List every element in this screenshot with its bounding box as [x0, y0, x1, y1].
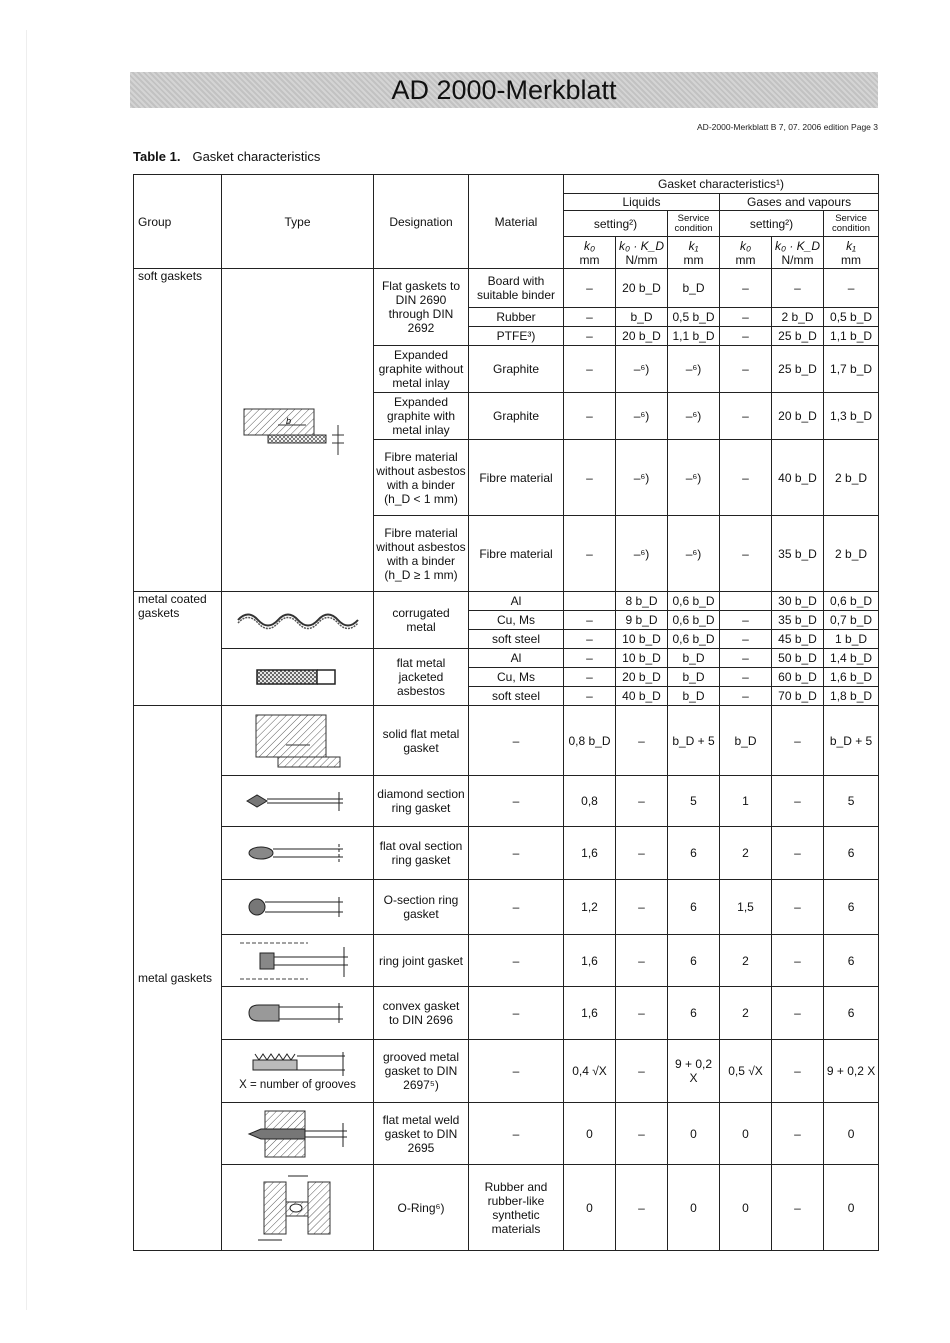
value-cell — [564, 592, 616, 611]
table-row — [134, 649, 879, 668]
value-cell: – — [720, 668, 772, 687]
material-cell: Rubber — [469, 308, 564, 327]
designation-cell: ring joint gasket — [374, 935, 469, 987]
value-cell: 2 b_D — [824, 516, 879, 592]
value-cell: – — [616, 827, 668, 880]
value-cell: – — [564, 440, 616, 516]
designation-cell: grooved metal gasket to DIN 2697⁵) — [374, 1040, 469, 1103]
value-cell: 1,6 — [564, 935, 616, 987]
header-material: Material — [469, 175, 564, 269]
type-figure-flat — [222, 269, 374, 592]
header-liquid-service: Service condition — [668, 211, 720, 237]
grooved-metal-gasket-icon — [243, 1050, 353, 1078]
value-cell: 25 b_D — [772, 346, 824, 393]
value-cell: 0 — [824, 1165, 879, 1251]
material-cell: Cu, Ms — [469, 611, 564, 630]
table-row — [134, 987, 879, 1040]
header-liquids: Liquids — [564, 194, 720, 211]
value-cell: b_D — [720, 706, 772, 776]
corrugated-gasket-icon — [233, 609, 363, 631]
material-cell: – — [469, 987, 564, 1040]
value-cell: 6 — [668, 880, 720, 935]
unit-cell — [772, 237, 824, 269]
designation-cell: Fibre material without asbestos with a binder (h_D ≥ 1 mm) — [374, 516, 469, 592]
header-group: Group — [134, 175, 222, 269]
designation-cell: Expanded graphite without metal inlay — [374, 346, 469, 393]
symbol-k0kd: k₀ · K_D — [618, 238, 665, 253]
gasket-table — [133, 174, 879, 1251]
designation-cell: flat metal jacketed asbestos — [374, 649, 469, 706]
table-row — [134, 269, 879, 308]
type-figure-convex — [222, 987, 374, 1040]
value-cell: 20 b_D — [772, 393, 824, 440]
o-section-ring-gasket-icon — [243, 895, 353, 919]
designation-cell: Flat gaskets to DIN 2690 through DIN 2692 — [374, 269, 469, 346]
unit-mm: mm — [579, 252, 600, 267]
value-cell: – — [564, 611, 616, 630]
solid-flat-gasket-icon — [248, 711, 348, 771]
value-cell — [720, 592, 772, 611]
value-cell: 0,7 b_D — [824, 611, 879, 630]
header-gas-setting: setting²) — [720, 211, 824, 237]
type-figure-jacketed — [222, 649, 374, 706]
value-cell: 40 b_D — [772, 440, 824, 516]
unit-mm: mm — [841, 252, 862, 267]
header-liquid-setting: setting²) — [564, 211, 668, 237]
table-row — [134, 706, 879, 776]
value-cell: –⁶) — [616, 393, 668, 440]
table-caption — [133, 149, 320, 164]
value-cell: – — [564, 327, 616, 346]
caption-text: Gasket characteristics — [192, 149, 321, 164]
table-row — [134, 880, 879, 935]
value-cell: – — [772, 935, 824, 987]
value-cell: – — [720, 630, 772, 649]
material-cell: – — [469, 1103, 564, 1165]
value-cell: 2 — [720, 935, 772, 987]
value-cell: 10 b_D — [616, 649, 668, 668]
symbol-k0: k₀ — [739, 238, 752, 253]
value-cell: b_D + 5 — [668, 706, 720, 776]
value-cell: – — [720, 516, 772, 592]
header-gases: Gases and vapours — [720, 194, 879, 211]
symbol-k1: k₁ — [688, 238, 699, 253]
material-cell: Graphite — [469, 393, 564, 440]
value-cell: 40 b_D — [616, 687, 668, 706]
value-cell: –⁶) — [668, 440, 720, 516]
value-cell: b_D — [668, 269, 720, 308]
value-cell: 6 — [824, 827, 879, 880]
value-cell: 1,6 — [564, 827, 616, 880]
jacketed-gasket-icon — [253, 667, 343, 687]
symbol-k1: k₁ — [846, 238, 856, 253]
value-cell: 70 b_D — [772, 687, 824, 706]
unit-mm: mm — [683, 252, 704, 267]
value-cell: – — [564, 630, 616, 649]
convex-gasket-icon — [243, 1001, 353, 1025]
value-cell: 60 b_D — [772, 668, 824, 687]
svg-text:b: b — [285, 416, 291, 426]
value-cell: 0,8 b_D — [564, 706, 616, 776]
designation-cell: flat oval section ring gasket — [374, 827, 469, 880]
value-cell: 6 — [668, 935, 720, 987]
value-cell: – — [564, 516, 616, 592]
value-cell: b_D + 5 — [824, 706, 879, 776]
material-cell: Fibre material — [469, 516, 564, 592]
unit-cell — [720, 237, 772, 269]
value-cell: 1,1 b_D — [668, 327, 720, 346]
value-cell: – — [616, 706, 668, 776]
value-cell: –⁶) — [668, 516, 720, 592]
value-cell: 10 b_D — [616, 630, 668, 649]
value-cell: – — [720, 327, 772, 346]
value-cell: – — [720, 308, 772, 327]
banner-title: AD 2000-Merkblatt — [130, 72, 878, 108]
table-row — [134, 935, 879, 987]
material-cell: – — [469, 935, 564, 987]
value-cell: b_D — [668, 687, 720, 706]
value-cell: 0,6 b_D — [824, 592, 879, 611]
unit-cell — [564, 237, 616, 269]
value-cell: – — [720, 649, 772, 668]
value-cell: 1 — [720, 776, 772, 827]
value-cell: – — [564, 269, 616, 308]
material-cell: Board with suitable binder — [469, 269, 564, 308]
value-cell: 1,6 — [564, 987, 616, 1040]
group-cell-metal: metal gaskets — [134, 706, 222, 1251]
value-cell: 0 — [668, 1165, 720, 1251]
value-cell: – — [772, 1040, 824, 1103]
value-cell: 1,6 b_D — [824, 668, 879, 687]
type-figure-osection — [222, 880, 374, 935]
type-figure-corrugated — [222, 592, 374, 649]
designation-cell: O-section ring gasket — [374, 880, 469, 935]
grooves-note: X = number of grooves — [239, 1079, 356, 1091]
value-cell: – — [616, 1165, 668, 1251]
value-cell: 45 b_D — [772, 630, 824, 649]
symbol-k0kd: k₀ · K_D — [774, 238, 821, 253]
value-cell: 0,6 b_D — [668, 611, 720, 630]
value-cell: –⁶) — [616, 440, 668, 516]
table-row — [134, 1040, 879, 1103]
table-row — [134, 1103, 879, 1165]
value-cell: 0 — [564, 1165, 616, 1251]
table-row — [134, 776, 879, 827]
value-cell: 50 b_D — [772, 649, 824, 668]
value-cell: 1,8 b_D — [824, 687, 879, 706]
value-cell: – — [616, 987, 668, 1040]
value-cell: – — [564, 393, 616, 440]
designation-cell: Expanded graphite with metal inlay — [374, 393, 469, 440]
header-type: Type — [222, 175, 374, 269]
value-cell: – — [824, 269, 879, 308]
value-cell: – — [564, 668, 616, 687]
value-cell: 6 — [824, 935, 879, 987]
value-cell: 1,1 b_D — [824, 327, 879, 346]
designation-cell: solid flat metal gasket — [374, 706, 469, 776]
material-cell: Cu, Ms — [469, 668, 564, 687]
header-gas-service: Service condition — [824, 211, 879, 237]
value-cell: 20 b_D — [616, 269, 668, 308]
value-cell: – — [720, 611, 772, 630]
o-ring-groove-icon — [248, 1172, 348, 1244]
material-cell: – — [469, 827, 564, 880]
value-cell: b_D — [668, 668, 720, 687]
value-cell: 1,2 — [564, 880, 616, 935]
group-cell-coated: metal coated gaskets — [134, 592, 222, 706]
edition-line: AD-2000-Merkblatt B 7, 07. 2006 edition Page 3 — [697, 122, 878, 132]
designation-cell: Fibre material without asbestos with a binder (h_D < 1 mm) — [374, 440, 469, 516]
type-figure-oval — [222, 827, 374, 880]
material-cell: soft steel — [469, 687, 564, 706]
caption-label: Table 1. — [133, 149, 181, 164]
value-cell: – — [720, 269, 772, 308]
value-cell: 1,5 — [720, 880, 772, 935]
ring-joint-gasket-icon — [238, 941, 358, 981]
value-cell: – — [616, 935, 668, 987]
value-cell: – — [772, 1103, 824, 1165]
value-cell: – — [772, 827, 824, 880]
material-cell: soft steel — [469, 630, 564, 649]
unit-cell — [824, 237, 879, 269]
value-cell: 1 b_D — [824, 630, 879, 649]
value-cell: 35 b_D — [772, 516, 824, 592]
designation-cell: O-Ring⁶) — [374, 1165, 469, 1251]
value-cell: 2 b_D — [772, 308, 824, 327]
material-cell: – — [469, 880, 564, 935]
value-cell: –⁶) — [668, 393, 720, 440]
unit-mm: mm — [735, 252, 756, 267]
designation-cell: diamond section ring gasket — [374, 776, 469, 827]
unit-cell — [616, 237, 668, 269]
material-cell: – — [469, 1040, 564, 1103]
value-cell: 0,8 — [564, 776, 616, 827]
oval-ring-gasket-icon — [243, 841, 353, 865]
value-cell: – — [720, 346, 772, 393]
unit-nmm: N/mm — [625, 252, 658, 267]
value-cell: 5 — [668, 776, 720, 827]
type-figure-grooved — [222, 1040, 374, 1103]
value-cell: – — [616, 1040, 668, 1103]
value-cell: 2 — [720, 827, 772, 880]
value-cell: 35 b_D — [772, 611, 824, 630]
header-designation: Designation — [374, 175, 469, 269]
type-figure-oring — [222, 1165, 374, 1251]
material-cell: Al — [469, 649, 564, 668]
table-row — [134, 592, 879, 611]
value-cell: – — [720, 687, 772, 706]
value-cell: 6 — [668, 987, 720, 1040]
value-cell: 8 b_D — [616, 592, 668, 611]
material-cell: Al — [469, 592, 564, 611]
value-cell: 0,5 b_D — [668, 308, 720, 327]
value-cell: – — [564, 346, 616, 393]
value-cell: – — [564, 649, 616, 668]
value-cell: 0 — [564, 1103, 616, 1165]
material-cell: Rubber and rubber-like synthetic materials — [469, 1165, 564, 1251]
value-cell: 0,5 b_D — [824, 308, 879, 327]
flat-gasket-drawing-icon — [238, 395, 358, 465]
value-cell: – — [772, 706, 824, 776]
value-cell: – — [564, 308, 616, 327]
unit-cell — [668, 237, 720, 269]
value-cell: 25 b_D — [772, 327, 824, 346]
value-cell: 6 — [668, 827, 720, 880]
value-cell: 0,6 b_D — [668, 630, 720, 649]
value-cell: 20 b_D — [616, 668, 668, 687]
value-cell: – — [616, 776, 668, 827]
value-cell: 6 — [824, 880, 879, 935]
value-cell: 1,3 b_D — [824, 393, 879, 440]
value-cell: 30 b_D — [772, 592, 824, 611]
diamond-ring-gasket-icon — [243, 789, 353, 813]
value-cell: –⁶) — [668, 346, 720, 393]
material-cell: – — [469, 776, 564, 827]
value-cell: – — [616, 880, 668, 935]
value-cell: 2 — [720, 987, 772, 1040]
value-cell: – — [720, 440, 772, 516]
value-cell: 5 — [824, 776, 879, 827]
value-cell: 1,7 b_D — [824, 346, 879, 393]
value-cell: –⁶) — [616, 346, 668, 393]
unit-nmm: N/mm — [781, 252, 814, 267]
value-cell: 0,5 √X — [720, 1040, 772, 1103]
value-cell: – — [772, 1165, 824, 1251]
value-cell: – — [564, 687, 616, 706]
value-cell: – — [772, 776, 824, 827]
designation-cell: convex gasket to DIN 2696 — [374, 987, 469, 1040]
value-cell: 0 — [824, 1103, 879, 1165]
group-cell-soft: soft gaskets — [134, 269, 222, 592]
value-cell: – — [772, 269, 824, 308]
table-row — [134, 1165, 879, 1251]
type-figure-weld — [222, 1103, 374, 1165]
type-figure-solid — [222, 706, 374, 776]
value-cell: – — [772, 987, 824, 1040]
value-cell: – — [720, 393, 772, 440]
value-cell: –⁶) — [616, 516, 668, 592]
value-cell: b_D — [616, 308, 668, 327]
value-cell: 0 — [720, 1103, 772, 1165]
value-cell: 0 — [720, 1165, 772, 1251]
value-cell: 9 b_D — [616, 611, 668, 630]
value-cell: 9 + 0,2 X — [824, 1040, 879, 1103]
value-cell: 6 — [824, 987, 879, 1040]
header-characteristics: Gasket characteristics¹) — [564, 175, 879, 194]
value-cell: 0 — [668, 1103, 720, 1165]
value-cell: 1,4 b_D — [824, 649, 879, 668]
type-figure-diamond — [222, 776, 374, 827]
weld-gasket-icon — [243, 1109, 353, 1159]
designation-cell: corrugated metal — [374, 592, 469, 649]
type-figure-ringjoint — [222, 935, 374, 987]
value-cell: – — [772, 880, 824, 935]
value-cell: – — [616, 1103, 668, 1165]
value-cell: 2 b_D — [824, 440, 879, 516]
value-cell: b_D — [668, 649, 720, 668]
material-cell: – — [469, 706, 564, 776]
material-cell: Graphite — [469, 346, 564, 393]
value-cell: 20 b_D — [616, 327, 668, 346]
material-cell: PTFE³) — [469, 327, 564, 346]
designation-cell: flat metal weld gasket to DIN 2695 — [374, 1103, 469, 1165]
value-cell: 0,6 b_D — [668, 592, 720, 611]
table-row — [134, 827, 879, 880]
symbol-k0: k₀ — [583, 238, 596, 253]
page-edge-rule — [26, 30, 27, 1310]
value-cell: 9 + 0,2 X — [668, 1040, 720, 1103]
value-cell: 0,4 √X — [564, 1040, 616, 1103]
material-cell: Fibre material — [469, 440, 564, 516]
